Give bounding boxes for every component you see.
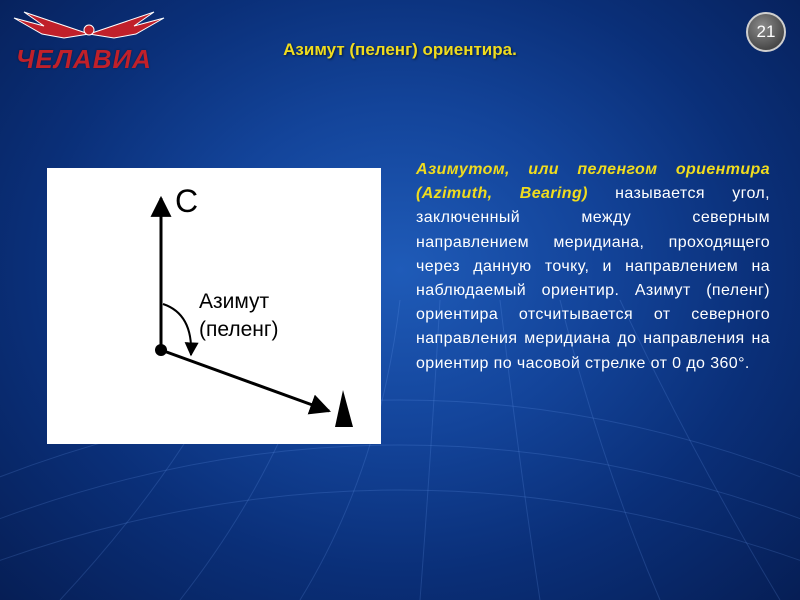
azimuth-label-line2: (пеленг) (199, 318, 279, 341)
definition-body: называется угол, заключенный между северным направлением меридиана, проходящего через данную точку, и направлением на наблюдаемый ориентир. Азимут (пеленг) ориентира отсчитывается от северного направления меридиана до направления на ориентир по часовой стрелке от 0 до 360°. (416, 185, 771, 372)
logo-text: ЧЕЛАВИА (16, 44, 152, 74)
slide-number-badge: 21 (746, 12, 786, 52)
bearing-arrow (161, 350, 329, 411)
azimuth-diagram (47, 168, 381, 444)
slide-title: Азимут (пеленг) ориентира. (283, 40, 517, 59)
landmark-icon (335, 390, 353, 427)
north-label: С (175, 183, 199, 219)
definition-term: Азимутом, или пеленгом ориентира (Azimuth, Bearing) (416, 161, 770, 203)
definition-text (416, 158, 770, 376)
azimuth-angle-arc (163, 304, 191, 355)
observer-point (155, 344, 167, 356)
azimuth-label-line1: Азимут (199, 290, 270, 313)
